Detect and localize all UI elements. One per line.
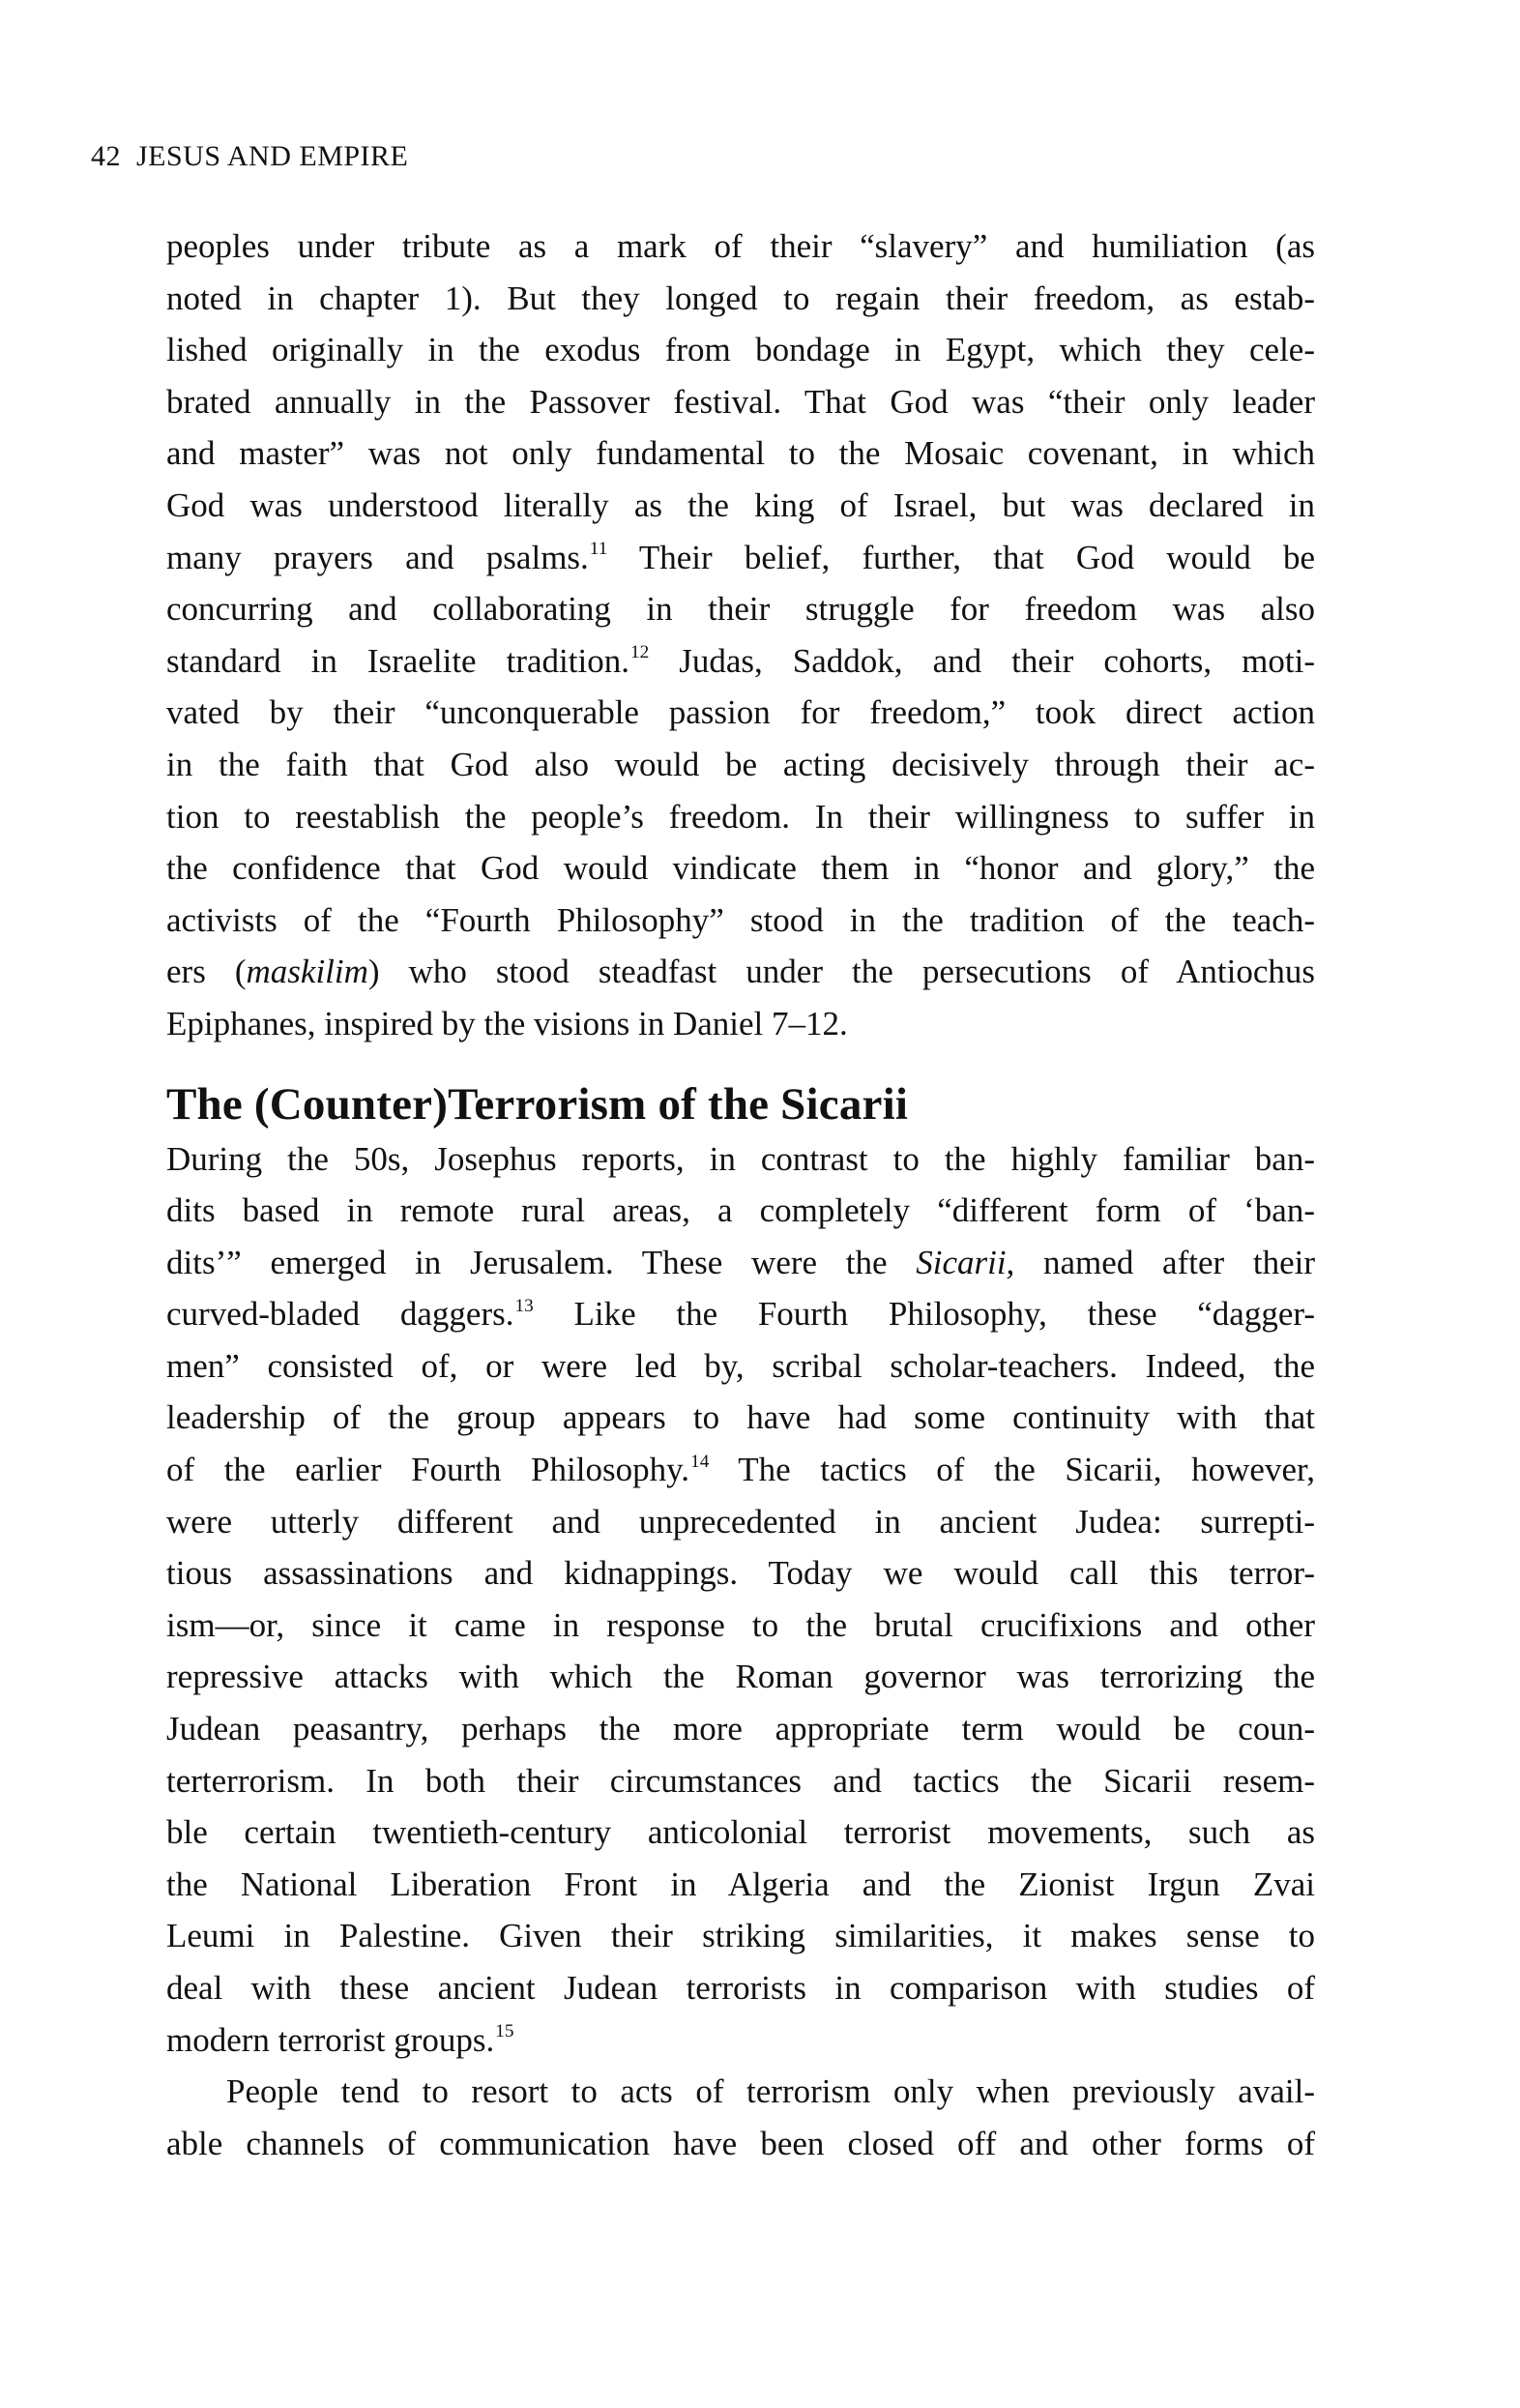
text-line: brated annually in the Passover festival. That God was “their only leader [166,382,1315,421]
text-line [166,1237,1315,1289]
line-text: of the earlier Fourth Philosophy. [166,1451,690,1489]
text-line: People tend to resort to acts of terrorism only when previously avail- [226,2072,1315,2111]
text-line: peoples under tribute as a mark of their “slavery” and humiliation (as [166,227,1315,265]
text-line [166,946,1315,998]
text-line: the National Liberation Front in Algeria and the Zionist Irgun Zvai [166,1865,1315,1903]
text-line: ism—or, since it came in response to the brutal crucifixions and other [166,1605,1315,1644]
text-line: activists of the “Fourth Philosophy” stood in the tradition of the teach- [166,900,1315,939]
line-text: curved-bladed daggers. [166,1295,514,1334]
italic-term: maskilim [246,953,368,991]
text-line [166,1444,1315,1496]
text-block [166,220,1315,2169]
page-number: 42 [91,140,121,172]
text-line [166,2014,1315,2067]
text-line: Epiphanes, inspired by the visions in Daniel 7–12. [166,1004,848,1042]
text-line: ble certain twentieth-century anticolonial terrorist movements, such as [166,1813,1315,1852]
footnote-marker: 15 [495,2021,514,2042]
line-text: Their belief, further, that God would be [607,538,1315,576]
line-text: many prayers and psalms. [166,538,589,576]
italic-term: Sicarii, [916,1243,1015,1281]
line-text: The tactics of the Sicarii, however, [709,1451,1315,1489]
footnote-marker: 12 [629,642,650,663]
text-line: Judean peasantry, perhaps the more appropriate term would be coun- [166,1710,1315,1748]
footnote-marker: 14 [690,1451,710,1472]
text-line: During the 50s, Josephus reports, in contrast to the highly familiar ban- [166,1139,1315,1178]
text-line: in the faith that God also would be acting decisively through their ac- [166,745,1315,783]
paragraph [166,1133,1315,2067]
footnote-marker: 11 [589,539,608,560]
text-line [166,532,1315,584]
text-line: tious assassinations and kidnappings. Today we would call this terror- [166,1554,1315,1593]
line-text: Judas, Saddok, and their cohorts, moti- [649,641,1315,680]
running-head [91,137,408,176]
text-line [166,1288,1315,1340]
text-line: repressive attacks with which the Roman governor was terrorizing the [166,1658,1315,1696]
text-line: noted in chapter 1). But they longed to regain their freedom, as estab- [166,279,1315,317]
book-title: JESUS AND EMPIRE [136,140,409,172]
text-line [166,635,1315,688]
text-line: and master” was not only fundamental to the Mosaic covenant, in which [166,434,1315,473]
text-line: concurring and collaborating in their struggle for freedom was also [166,590,1315,629]
text-line: leadership of the group appears to have had some continuity with that [166,1398,1315,1437]
text-line: vated by their “unconquerable passion for freedom,” took direct action [166,693,1315,732]
line-text: modern terrorist groups. [166,2020,495,2059]
text-line: lished originally in the exodus from bondage in Egypt, which they cele- [166,331,1315,369]
line-text: ) who stood steadfast under the persecutions of Antiochus [367,953,1315,991]
text-line: were utterly different and unprecedented in ancient Judea: surrepti- [166,1502,1315,1541]
text-line: terterrorism. In both their circumstances and tactics the Sicarii resem- [166,1761,1315,1800]
paragraph [166,220,1315,1050]
text-line: God was understood literally as the king of Israel, but was declared in [166,485,1315,524]
line-text: Like the Fourth Philosophy, these “dagger- [533,1295,1315,1334]
line-text: dits’” emerged in Jerusalem. These were the [166,1243,917,1281]
text-line: dits based in remote rural areas, a completely “different form of ‘ban- [166,1191,1315,1230]
line-text: standard in Israelite tradition. [166,641,629,680]
line-text: ers ( [166,953,247,991]
text-line: the confidence that God would vindicate them in “honor and glory,” the [166,849,1315,888]
paragraph [166,2066,1315,2169]
text-line: able channels of communication have been closed off and other forms of [166,2124,1315,2162]
text-line: men” consisted of, or were led by, scribal scholar-teachers. Indeed, the [166,1346,1315,1385]
text-line: tion to reestablish the people’s freedom. In their willingness to suffer in [166,797,1315,836]
footnote-marker: 13 [514,1295,534,1316]
section-heading: The (Counter)Terrorism of the Sicarii [166,1078,909,1130]
text-line: Leumi in Palestine. Given their striking similarities, it makes sense to [166,1917,1315,1955]
line-text: named after their [1014,1243,1315,1281]
text-line: deal with these ancient Judean terrorists in comparison with studies of [166,1969,1315,2007]
